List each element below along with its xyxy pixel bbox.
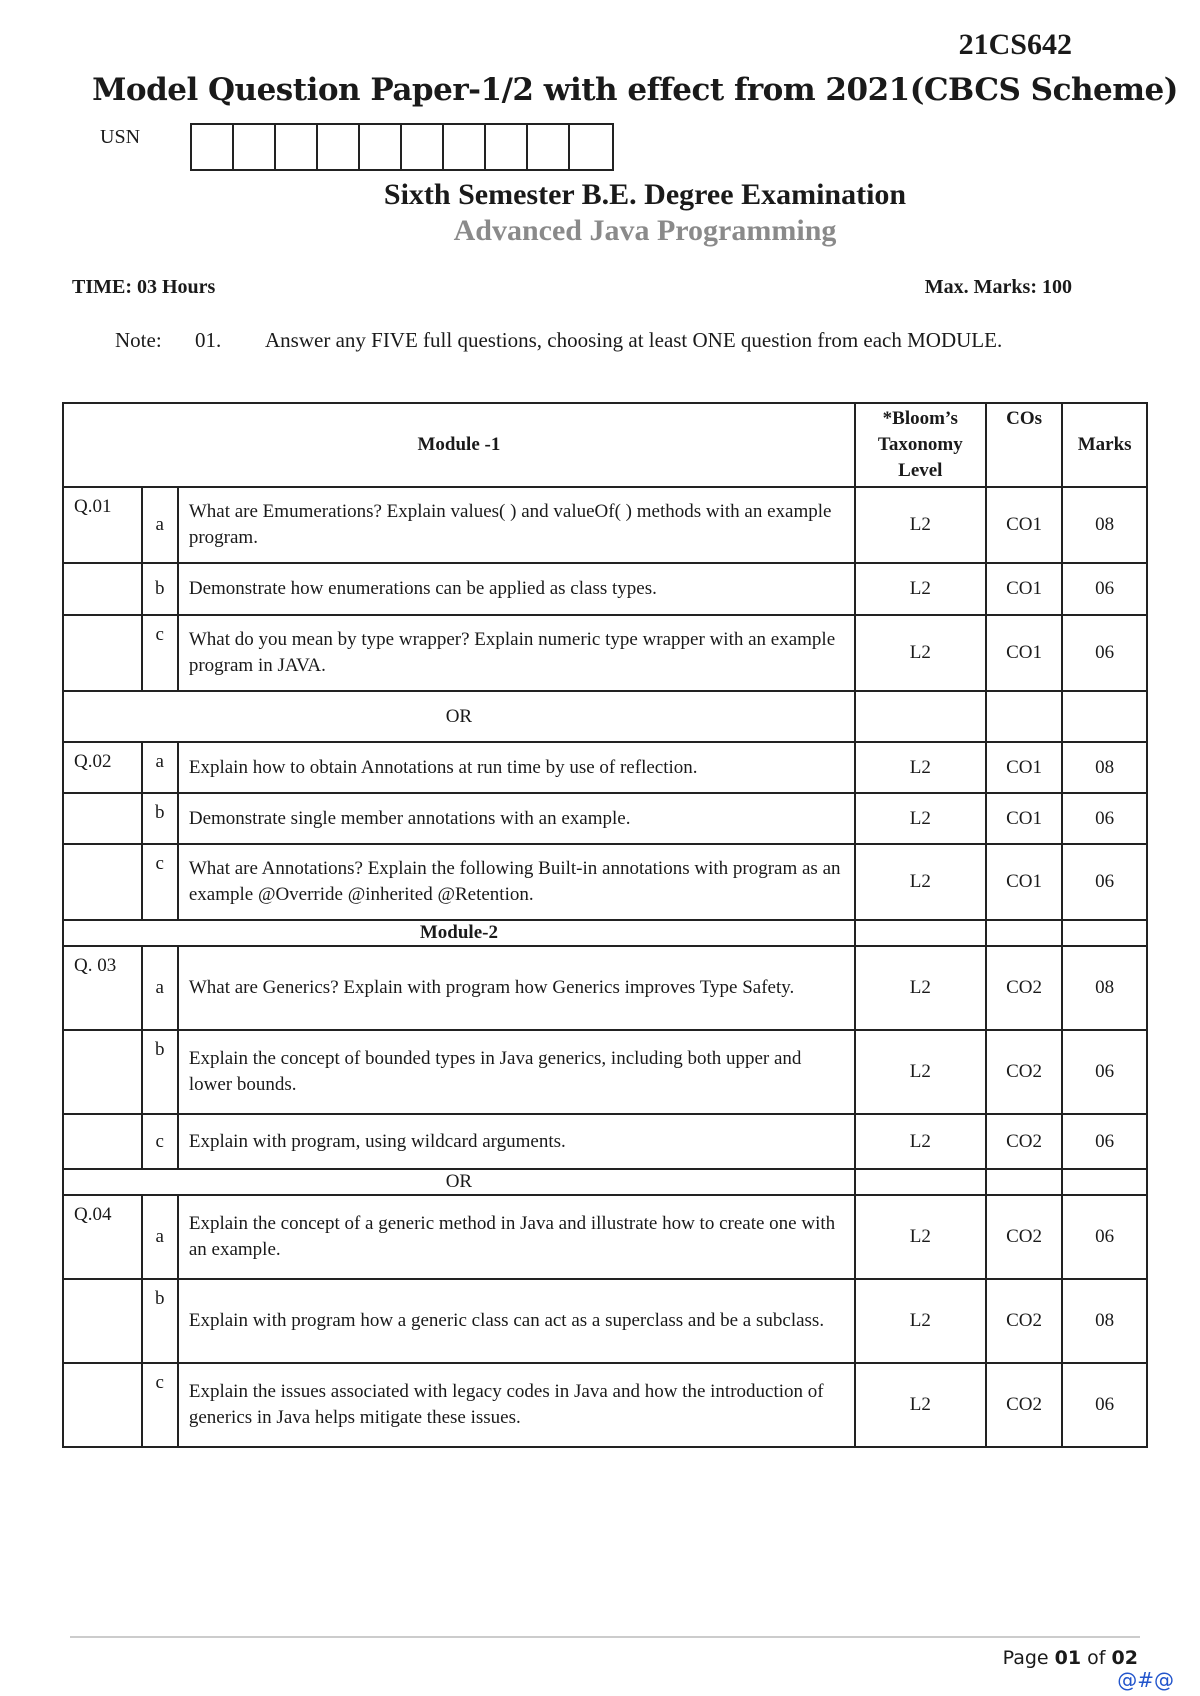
cos-header: COs xyxy=(986,403,1063,487)
question-text: What are Generics? Explain with program how Generics improves Type Safety. xyxy=(178,946,855,1030)
bloom-level: L2 xyxy=(855,1114,986,1169)
co-value: CO2 xyxy=(986,1363,1063,1447)
empty-cell xyxy=(986,920,1063,946)
bloom-level: L2 xyxy=(855,1195,986,1279)
question-number-empty xyxy=(63,793,142,844)
bloom-header: *Bloom’s Taxonomy Level xyxy=(855,403,986,487)
question-text: Explain the concept of bounded types in Java generics, including both upper and lower bounds. xyxy=(178,1030,855,1114)
marks-value: 08 xyxy=(1062,487,1147,563)
bloom-level: L2 xyxy=(855,844,986,920)
usn-box[interactable] xyxy=(570,125,612,169)
sub-label: a xyxy=(142,946,178,1030)
usn-box[interactable] xyxy=(318,125,360,169)
empty-cell xyxy=(1062,1169,1147,1195)
marks-value: 06 xyxy=(1062,1195,1147,1279)
sub-label: c xyxy=(142,1363,178,1447)
table-row xyxy=(63,844,1147,920)
question-number: Q.04 xyxy=(63,1195,142,1279)
co-value: CO1 xyxy=(986,742,1063,793)
sub-label: a xyxy=(142,1195,178,1279)
question-text: Demonstrate single member annotations with an example. xyxy=(178,793,855,844)
bloom-level: L2 xyxy=(855,793,986,844)
question-number-empty xyxy=(63,1114,142,1169)
usn-box[interactable] xyxy=(276,125,318,169)
question-number: Q. 03 xyxy=(63,946,142,1030)
usn-box[interactable] xyxy=(528,125,570,169)
question-table xyxy=(62,402,1148,1448)
empty-cell xyxy=(1062,691,1147,742)
note-number: 01. xyxy=(195,328,222,352)
usn-box[interactable] xyxy=(444,125,486,169)
or-row xyxy=(63,1169,1147,1195)
table-row xyxy=(63,946,1147,1030)
table-row xyxy=(63,487,1147,563)
marks-value: 06 xyxy=(1062,563,1147,615)
question-text: Explain with program, using wildcard arguments. xyxy=(178,1114,855,1169)
question-number: Q.02 xyxy=(63,742,142,793)
usn-box[interactable] xyxy=(360,125,402,169)
watermark-mark: @#@ xyxy=(1117,1668,1174,1692)
question-number: Q.01 xyxy=(63,487,142,563)
table-header-row xyxy=(63,403,1147,487)
usn-label: USN xyxy=(100,126,141,148)
sub-label: c xyxy=(142,615,178,691)
module-row xyxy=(63,920,1147,946)
empty-cell xyxy=(855,1169,986,1195)
co-value: CO2 xyxy=(986,1195,1063,1279)
exam-title: Sixth Semester B.E. Degree Examination xyxy=(383,178,907,211)
table-row xyxy=(63,1279,1147,1363)
usn-box[interactable] xyxy=(192,125,234,169)
sub-label: a xyxy=(142,742,178,793)
question-number-empty xyxy=(63,1279,142,1363)
or-row xyxy=(63,691,1147,742)
question-text: Explain with program how a generic class can act as a superclass and be a subclass. xyxy=(178,1279,855,1363)
or-label: OR xyxy=(63,1169,855,1195)
empty-cell xyxy=(1062,920,1147,946)
question-number-empty xyxy=(63,615,142,691)
page-total: 02 xyxy=(1111,1647,1138,1669)
paper-title: Model Question Paper-1/2 with effect from 2021(CBCS Scheme) xyxy=(92,72,1178,108)
question-text: What are Emumerations? Explain values( ) and valueOf( ) methods with an example program. xyxy=(178,487,855,563)
question-number-empty xyxy=(63,563,142,615)
bloom-level: L2 xyxy=(855,946,986,1030)
question-text: Explain the concept of a generic method in Java and illustrate how to create one with an example. xyxy=(178,1195,855,1279)
bloom-level: L2 xyxy=(855,487,986,563)
marks-header: Marks xyxy=(1062,403,1147,487)
page-prefix: Page xyxy=(1002,1647,1049,1669)
module-2-header: Module-2 xyxy=(63,920,855,946)
table-row xyxy=(63,1114,1147,1169)
or-label: OR xyxy=(63,691,855,742)
table-row xyxy=(63,615,1147,691)
empty-cell xyxy=(986,691,1063,742)
module-1-header: Module -1 xyxy=(63,403,855,487)
time-label: TIME: 03 Hours xyxy=(72,276,216,298)
sub-label: b xyxy=(142,563,178,615)
sub-label: a xyxy=(142,487,178,563)
table-row xyxy=(63,742,1147,793)
co-value: CO1 xyxy=(986,793,1063,844)
sub-label: c xyxy=(142,844,178,920)
usn-box[interactable] xyxy=(234,125,276,169)
sub-label: c xyxy=(142,1114,178,1169)
marks-value: 06 xyxy=(1062,1363,1147,1447)
marks-value: 08 xyxy=(1062,742,1147,793)
table-row xyxy=(63,563,1147,615)
co-value: CO2 xyxy=(986,1114,1063,1169)
sub-label: b xyxy=(142,793,178,844)
co-value: CO1 xyxy=(986,844,1063,920)
question-number-empty xyxy=(63,1363,142,1447)
co-value: CO2 xyxy=(986,946,1063,1030)
page-current: 01 xyxy=(1054,1647,1082,1669)
bloom-level: L2 xyxy=(855,1363,986,1447)
empty-cell xyxy=(986,1169,1063,1195)
co-value: CO2 xyxy=(986,1030,1063,1114)
usn-box[interactable] xyxy=(486,125,528,169)
note-text: Answer any FIVE full questions, choosing at least ONE question from each MODULE. xyxy=(265,328,1003,352)
question-text: Explain how to obtain Annotations at run time by use of reflection. xyxy=(178,742,855,793)
co-value: CO1 xyxy=(986,615,1063,691)
question-text: What are Annotations? Explain the following Built-in annotations with program as an example @Override @inherited @Retention. xyxy=(178,844,855,920)
marks-value: 06 xyxy=(1062,793,1147,844)
table-row xyxy=(63,1030,1147,1114)
question-number-empty xyxy=(63,1030,142,1114)
marks-value: 08 xyxy=(1062,1279,1147,1363)
question-number-empty xyxy=(63,844,142,920)
note xyxy=(115,328,1002,353)
co-value: CO1 xyxy=(986,563,1063,615)
sub-label: b xyxy=(142,1279,178,1363)
page-number xyxy=(1003,1647,1138,1669)
max-marks: Max. Marks: 100 xyxy=(924,276,1072,298)
table-row xyxy=(63,1195,1147,1279)
bloom-level: L2 xyxy=(855,615,986,691)
page-of: of xyxy=(1087,1647,1106,1669)
marks-value: 06 xyxy=(1062,615,1147,691)
empty-cell xyxy=(855,920,986,946)
footer-divider xyxy=(70,1636,1140,1638)
bloom-level: L2 xyxy=(855,1279,986,1363)
co-value: CO1 xyxy=(986,487,1063,563)
co-value: CO2 xyxy=(986,1279,1063,1363)
marks-value: 06 xyxy=(1062,1114,1147,1169)
bloom-level: L2 xyxy=(855,563,986,615)
usn-boxes xyxy=(190,123,614,171)
course-code: 21CS642 xyxy=(958,28,1072,61)
question-text: Demonstrate how enumerations can be applied as class types. xyxy=(178,563,855,615)
marks-value: 08 xyxy=(1062,946,1147,1030)
table-row xyxy=(63,1363,1147,1447)
table-row xyxy=(63,793,1147,844)
marks-value: 06 xyxy=(1062,1030,1147,1114)
question-text: What do you mean by type wrapper? Explain numeric type wrapper with an example program in JAVA. xyxy=(178,615,855,691)
marks-value: 06 xyxy=(1062,844,1147,920)
bloom-level: L2 xyxy=(855,1030,986,1114)
usn-box[interactable] xyxy=(402,125,444,169)
bloom-level: L2 xyxy=(855,742,986,793)
question-text: Explain the issues associated with legacy codes in Java and how the introduction of generics in Java helps mitigate these issues. xyxy=(178,1363,855,1447)
empty-cell xyxy=(855,691,986,742)
subject-title: Advanced Java Programming xyxy=(453,214,837,247)
sub-label: b xyxy=(142,1030,178,1114)
note-label: Note: xyxy=(115,328,162,352)
